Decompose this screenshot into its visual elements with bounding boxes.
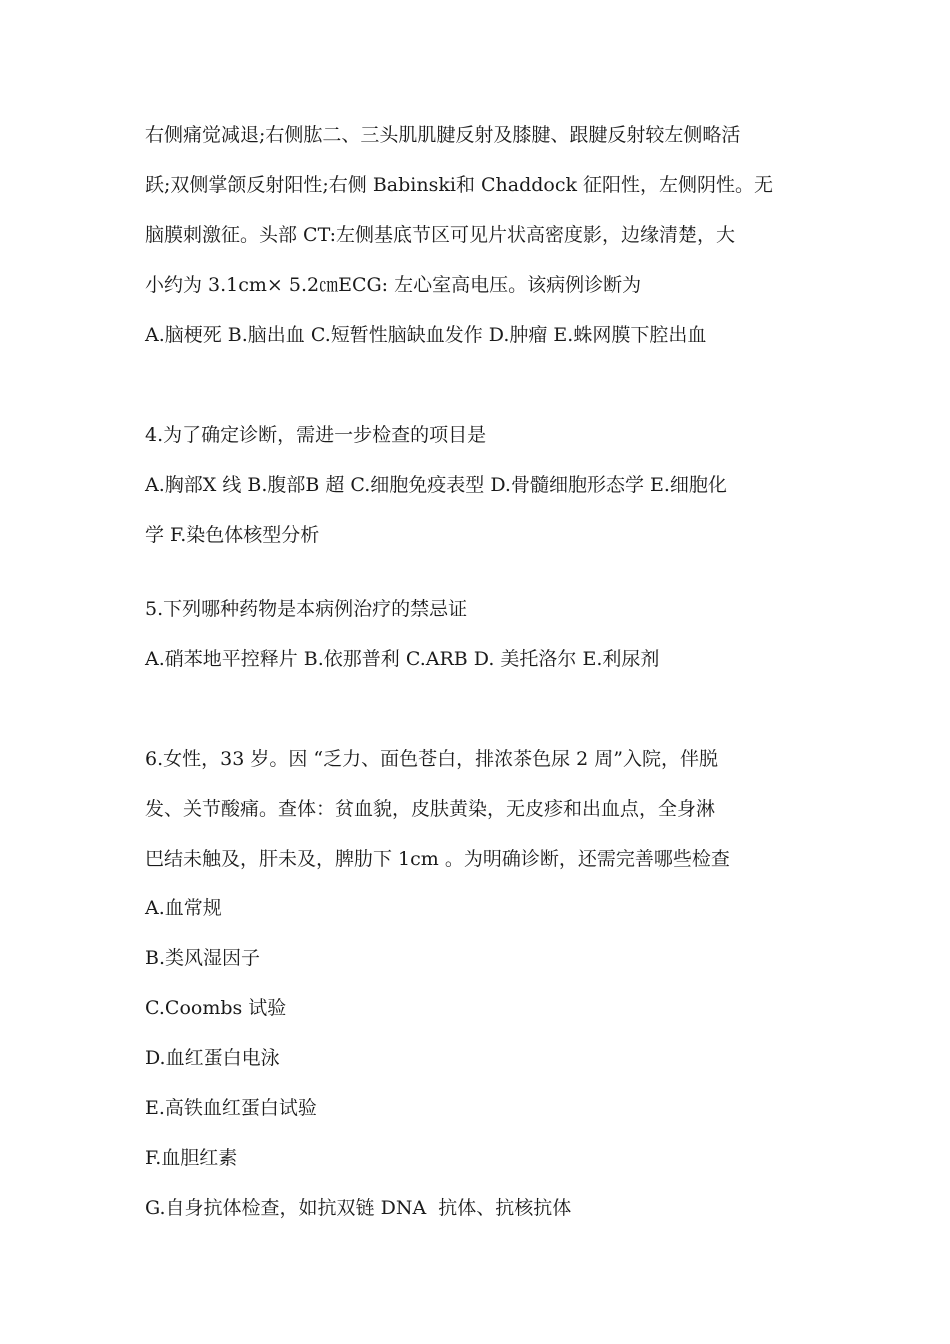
q6-option-e: E.高铁血红蛋白试验 [145, 1097, 317, 1119]
case-options: A.脑梗死 B.脑出血 C.短暂性脑缺血发作 D.肿瘤 E.蛛网膜下腔出血 [145, 324, 707, 346]
q6-line-1: 6.女性，33 岁。因 “乏力、面色苍白，排浓茶色尿 2 周”入院，伴脱 [145, 748, 718, 770]
q6-option-g: G.自身抗体检查，如抗双链 DNA 抗体、抗核抗体 [145, 1197, 572, 1219]
q6-option-f: F.血胆红素 [145, 1147, 238, 1169]
case-line-1: 右侧痛觉减退;右侧肱二、三头肌肌腱反射及膝腱、跟腱反射较左侧略活 [145, 124, 741, 146]
case-line-3: 脑膜刺激征。头部 CT:左侧基底节区可见片状高密度影，边缘清楚，大 [145, 224, 735, 246]
q4-options-line-2: 学 F.染色体核型分析 [145, 524, 320, 546]
q5-options: A.硝苯地平控释片 B.依那普利 C.ARB D. 美托洛尔 E.利尿剂 [145, 648, 660, 670]
case-line-4: 小约为 3.1cm× 5.2㎝ECG: 左心室高电压。该病例诊断为 [145, 274, 642, 296]
q4-question: 4.为了确定诊断，需进一步检查的项目是 [145, 424, 487, 446]
q5-question: 5.下列哪种药物是本病例治疗的禁忌证 [145, 598, 468, 620]
q4-options-line-1: A.胸部X 线 B.腹部B 超 C.细胞免疫表型 D.骨髓细胞形态学 E.细胞化 [145, 474, 727, 496]
q6-line-3: 巴结未触及，肝未及，脾肋下 1cm 。为明确诊断，还需完善哪些检查 [145, 848, 730, 870]
case-line-2: 跃;双侧掌颌反射阳性;右侧 Babinski和 Chaddock 征阳性，左侧阴性。无 [145, 174, 774, 196]
q6-option-c: C.Coombs 试验 [145, 997, 287, 1019]
q6-option-a: A.血常规 [145, 897, 222, 919]
q6-option-b: B.类风湿因子 [145, 947, 261, 969]
q6-line-2: 发、关节酸痛。查体：贫血貌，皮肤黄染，无皮疹和出血点，全身淋 [145, 798, 716, 820]
q6-option-d: D.血红蛋白电泳 [145, 1047, 280, 1069]
